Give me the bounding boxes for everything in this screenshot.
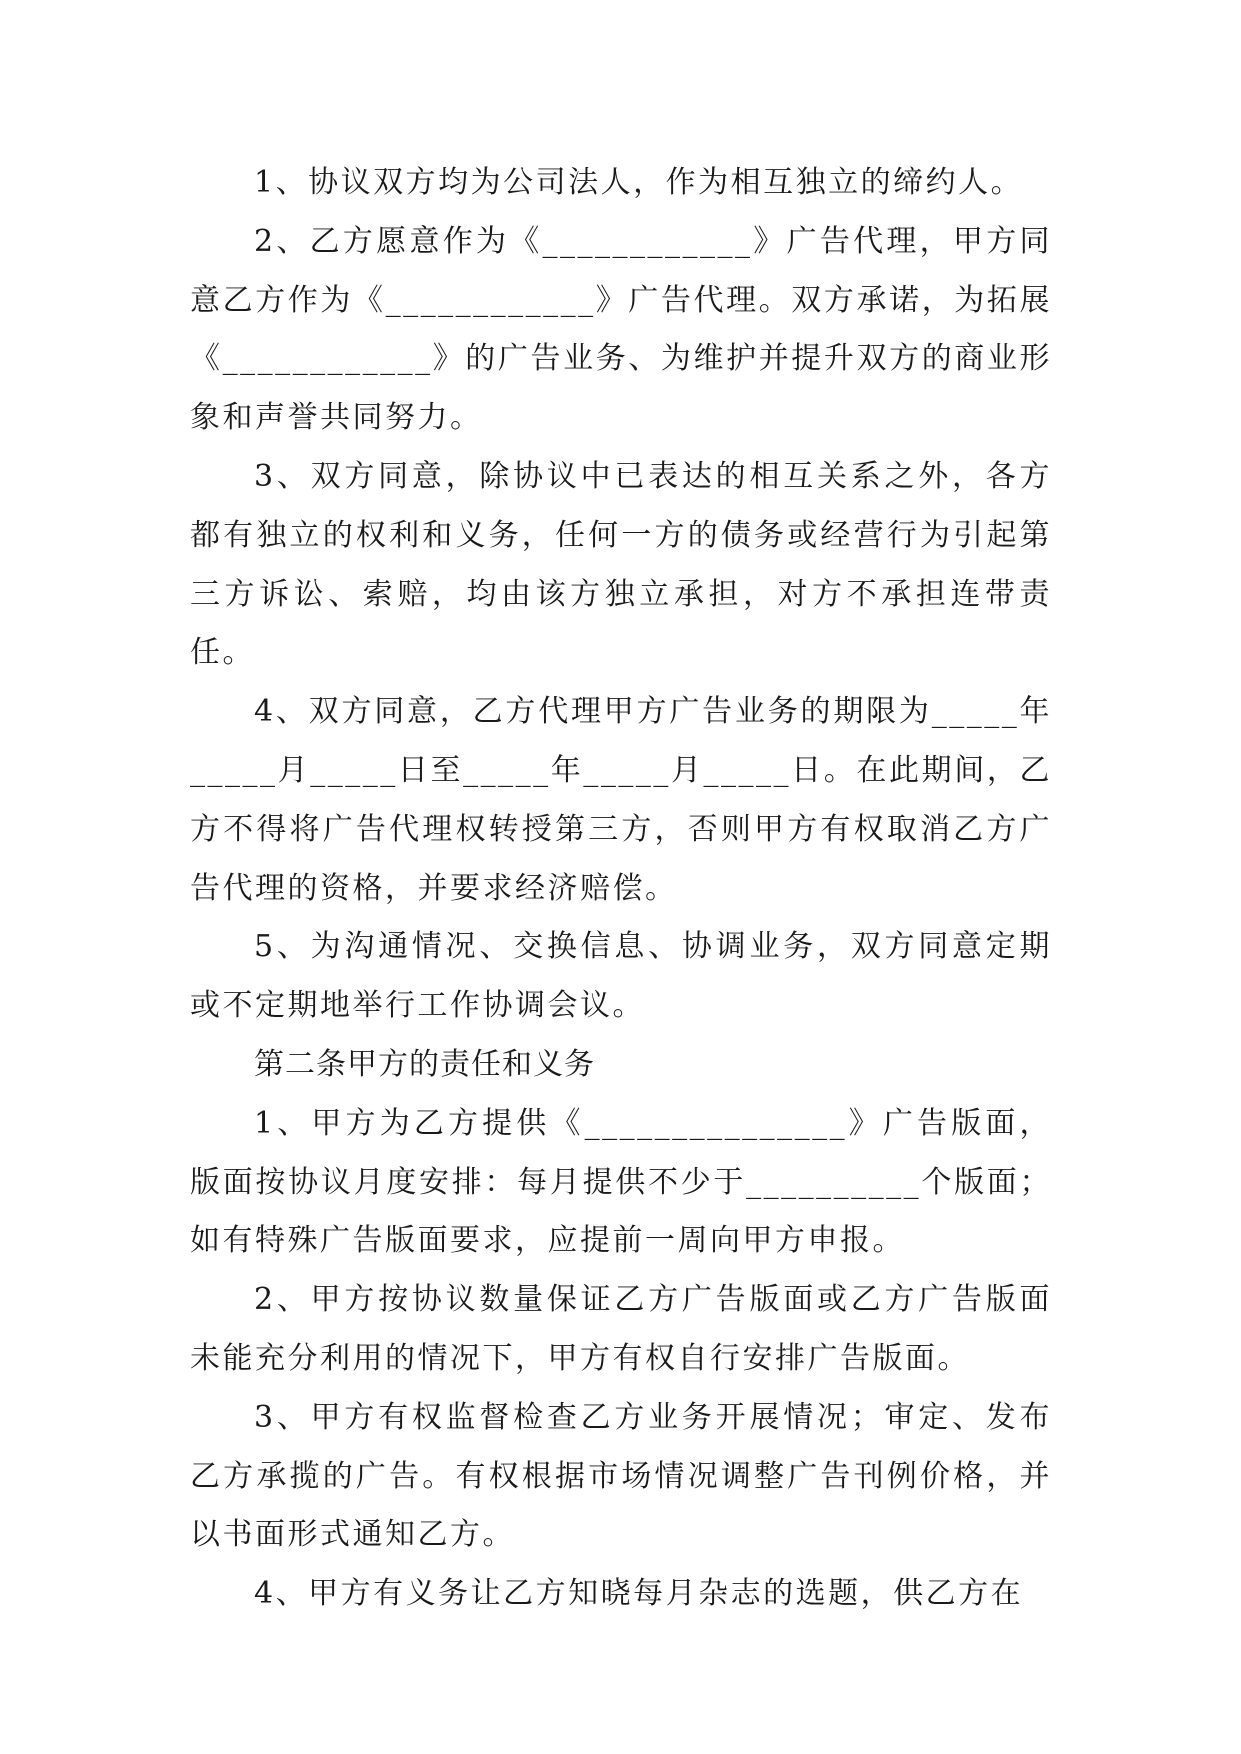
paragraph-1: 1、协议双方均为公司法人，作为相互独立的缔约人。 [254,165,1024,200]
section-paragraph-1: 1、甲方为乙方提供《_______________》广告版面，版面按协议月度安排：每月提供不少于__________个版面；如有特殊广告版面要求，应提前一周向甲方申报。 [190,1105,1052,1259]
paragraph-5: 5、为沟通情况、交换信息、协调业务，双方同意定期或不定期地举行工作协调会议。 [190,929,1052,1024]
section-paragraph-2: 2、甲方按协议数量保证乙方广告版面或乙方广告版面未能充分利用的情况下，甲方有权自行安排广告版面。 [190,1282,1052,1376]
section-paragraph-4: 4、甲方有义务让乙方知晓每月杂志的选题，供乙方在 [254,1576,1024,1612]
document-page [190,154,1052,1624]
section-paragraph-3: 3、甲方有权监督检查乙方业务开展情况；审定、发布乙方承揽的广告。有权根据市场情况调整广告刊例价格，并以书面形式通知乙方。 [190,1399,1052,1553]
paragraph-3: 3、双方同意，除协议中已表达的相互关系之外，各方都有独立的权利和义务，任何一方的债务或经营行为引起第三方诉讼、索赔，均由该方独立承担，对方不承担连带责任。 [190,458,1052,671]
paragraph-4: 4、双方同意，乙方代理甲方广告业务的期限为_____年_____月_____日至_____年_____月_____日。在此期间，乙方不得将广告代理权转授第三方，否则甲方有权取消乙方广告代理的资格，并要求经济赔偿。 [190,694,1052,906]
section-heading: 第二条甲方的责任和义务 [254,1046,595,1082]
paragraph-2: 2、乙方愿意作为《____________》广告代理，甲方同意乙方作为《____________》广告代理。双方承诺，为拓展《____________》的广告业务、为维护并提升双方的商业形象和声誉共同努力。 [190,223,1052,436]
